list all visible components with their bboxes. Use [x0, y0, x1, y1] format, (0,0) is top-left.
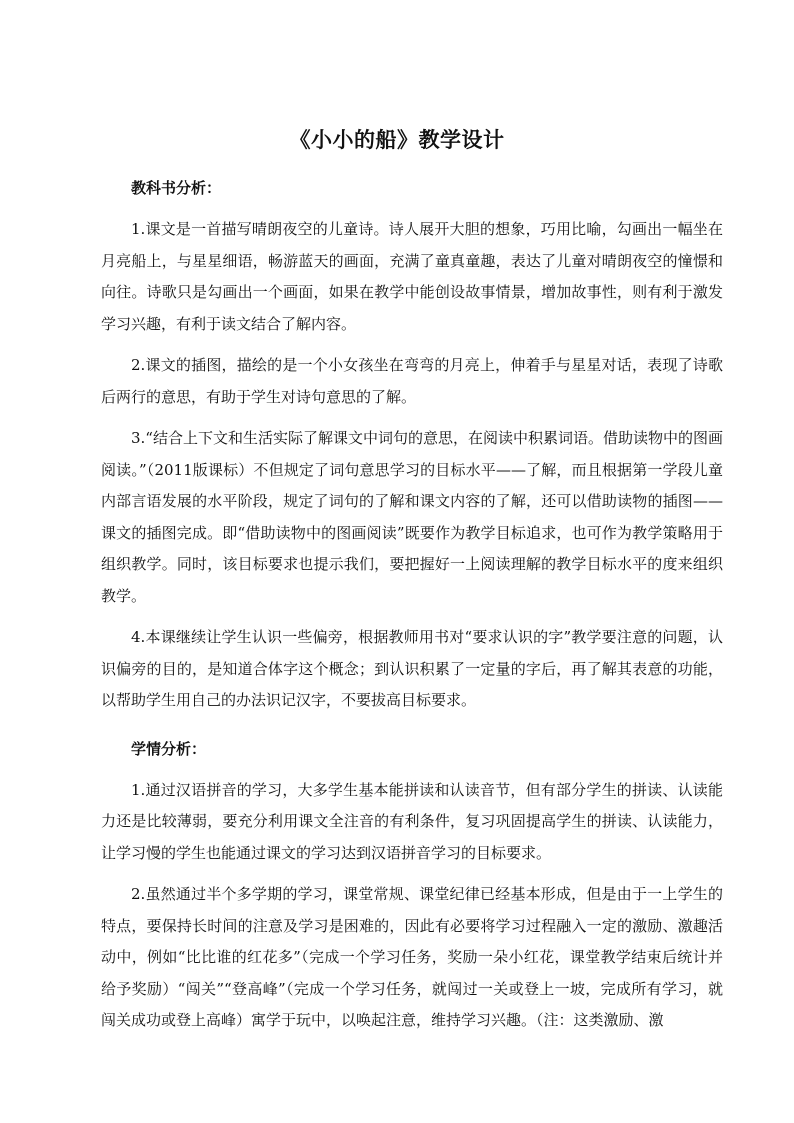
paragraph: 1.课文是一首描写晴朗夜空的儿童诗。诗人展开大胆的想象，巧用比喻，勾画出一幅坐在月亮船上，与星星细语，畅游蓝天的画面，充满了童真童趣，表达了儿童对晴朗夜空的憧憬和向往。诗歌只是勾画出一个画面，如果在教学中能创设故事情景，增加故事性，则有利于激发学习兴趣，有利于读文结合了解内容。: [101, 220, 723, 333]
paragraph: 2.虽然通过半个多学期的学习，课堂常规、课堂纪律已经基本形成，但是由于一上学生的特点，要保持长时间的注意及学习是困难的，因此有必要将学习过程融入一定的激励、激趣活动中，例如“比比谁的红花多”（完成一个学习任务，奖励一朵小红花，课堂教学结束后统计并给予奖励）“闯关”“登高峰”（完成一个学习任务，就闯过一关或登上一坡，完成所有学习，就闯关成功或登上高峰）寓学于玩中，以唤起注意，维持学习兴趣。（注：这类激励、激: [101, 885, 723, 1029]
paragraph: 4.本课继续让学生认识一些偏旁，根据教师用书对“要求认识的字”教学要注意的问题，认识偏旁的目的，是知道合体字这个概念；到认识积累了一定量的字后，再了解其表意的功能，以帮助学生用自己的办法识记汉字，不要拔高目标要求。: [101, 628, 723, 709]
section-heading: 教科书分析：: [131, 179, 222, 197]
paragraph: 2.课文的插图，描绘的是一个小女孩坐在弯弯的月亮上，伸着手与星星对话，表现了诗歌后两行的意思，有助于学生对诗句意思的了解。: [101, 356, 723, 406]
section-learner-analysis: [101, 739, 723, 1037]
document-body: [101, 178, 723, 1047]
paragraph: 1.通过汉语拼音的学习，大多学生基本能拼读和认读音节，但有部分学生的拼读、认读能力还是比较薄弱，要充分利用课文全注音的有利条件，复习巩固提高学生的拼读、认读能力，让学习慢的学生也能通过课文的学习达到汉语拼音学习的目标要求。: [101, 780, 723, 862]
section-heading: 学情分析：: [131, 739, 207, 758]
document-title: 《小小的船》教学设计: [289, 128, 505, 152]
section-textbook-analysis: [101, 178, 723, 717]
paragraph: 3.“结合上下文和生活实际了解课文中词句的意思，在阅读中积累词语。借助读物中的图画阅读。”（2011版课标）不但规定了词句意思学习的目标水平——了解，而且根据第一学段儿童内部言语发展的水平阶段，规定了词句的了解和课文内容的了解，还可以借助读物的插图——课文的插图完成。即“借助读物中的图画阅读”既要作为教学目标追求，也可作为教学策略用于组织教学。同时，该目标要求也提示我们，要把握好一上阅读理解的教学目标水平的度来组织教学。: [101, 429, 723, 605]
